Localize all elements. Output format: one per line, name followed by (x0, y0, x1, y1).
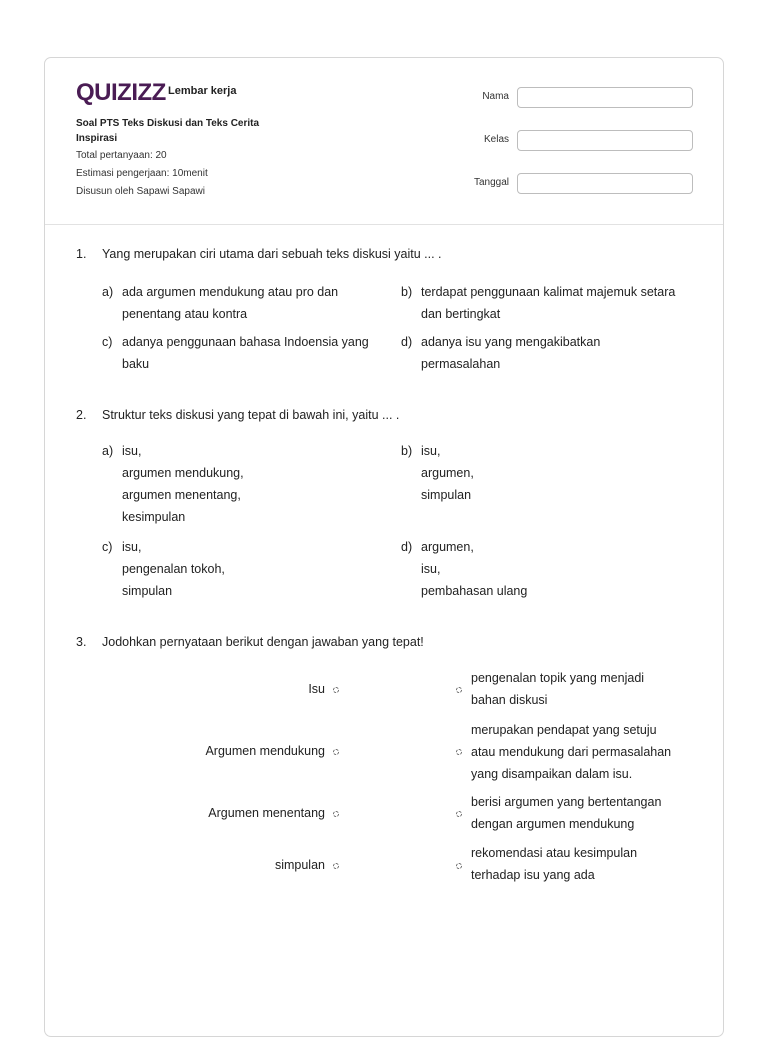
match-left-item: simpulan (274, 858, 325, 872)
class-field[interactable] (517, 130, 693, 151)
match-left-item: Argumen menentang (208, 806, 325, 820)
match-left-dot-icon[interactable] (333, 863, 339, 869)
match-left-dot-icon[interactable] (333, 687, 339, 693)
match-right-item: berisi argumen yang bertentangan dengan argumen mendukung (471, 795, 662, 831)
date-label: Tanggal (473, 177, 509, 188)
match-left-item: Argumen mendukung (205, 744, 325, 758)
option-letter: c) (102, 335, 113, 349)
question-number: 2. (76, 408, 87, 422)
option-text: argumen, isu, pembahasan ulang (421, 540, 528, 598)
quizizz-logo: QUIZIZZ (76, 79, 166, 106)
option-letter: b) (401, 285, 413, 299)
worksheet-label: Lembar kerja (168, 85, 237, 97)
match-right-dot-icon[interactable] (456, 749, 462, 755)
option-letter: d) (401, 335, 413, 349)
worksheet-header (45, 58, 723, 225)
option-letter: d) (401, 540, 413, 554)
option-text: adanya isu yang mengakibatkan permasalahan (421, 335, 601, 371)
match-right-dot-icon[interactable] (456, 687, 462, 693)
name-field[interactable] (517, 87, 693, 108)
option-text: adanya penggunaan bahasa Indoensia yang baku (122, 335, 369, 371)
match-right-item: pengenalan topik yang menjadi bahan diskusi (471, 671, 645, 707)
name-label: Nama (482, 91, 509, 102)
option-text: ada argumen mendukung atau pro dan penentang atau kontra (122, 285, 339, 321)
option-letter: a) (102, 444, 114, 458)
date-field[interactable] (517, 173, 693, 194)
option-text: isu, argumen mendukung, argumen menentang, kesimpulan (122, 444, 244, 524)
option-letter: a) (102, 285, 114, 299)
total-questions: Total pertanyaan: 20 (76, 150, 167, 161)
question-text: Yang merupakan ciri utama dari sebuah teks diskusi yaitu ... . (102, 247, 442, 261)
option-text: isu, argumen, simpulan (421, 444, 474, 502)
option-letter: c) (102, 540, 113, 554)
option-letter: b) (401, 444, 413, 458)
match-left-dot-icon[interactable] (333, 749, 339, 755)
match-right-dot-icon[interactable] (456, 811, 462, 817)
option-text: isu, pengenalan tokoh, simpulan (122, 540, 225, 598)
match-left-dot-icon[interactable] (333, 811, 339, 817)
worksheet-page (44, 57, 724, 1037)
question-number: 3. (76, 635, 87, 649)
match-right-item: rekomendasi atau kesimpulan terhadap isu yang ada (471, 846, 638, 882)
question-text: Struktur teks diskusi yang tepat di bawah ini, yaitu ... . (102, 408, 400, 422)
question-number: 1. (76, 247, 87, 261)
question-text: Jodohkan pernyataan berikut dengan jawaban yang tepat! (102, 635, 424, 649)
match-right-dot-icon[interactable] (456, 863, 462, 869)
match-left-item: Isu (308, 682, 325, 696)
option-text: terdapat penggunaan kalimat majemuk setara dan bertingkat (421, 285, 676, 321)
author: Disusun oleh Sapawi Sapawi (76, 186, 205, 197)
estimated-time: Estimasi pengerjaan: 10menit (76, 168, 208, 179)
class-label: Kelas (483, 134, 509, 145)
match-right-item: merupakan pendapat yang setuju atau mendukung dari permasalahan yang disampaikan dalam isu. (471, 723, 672, 781)
quiz-title: Soal PTS Teks Diskusi dan Teks Cerita Inspirasi (76, 118, 260, 144)
